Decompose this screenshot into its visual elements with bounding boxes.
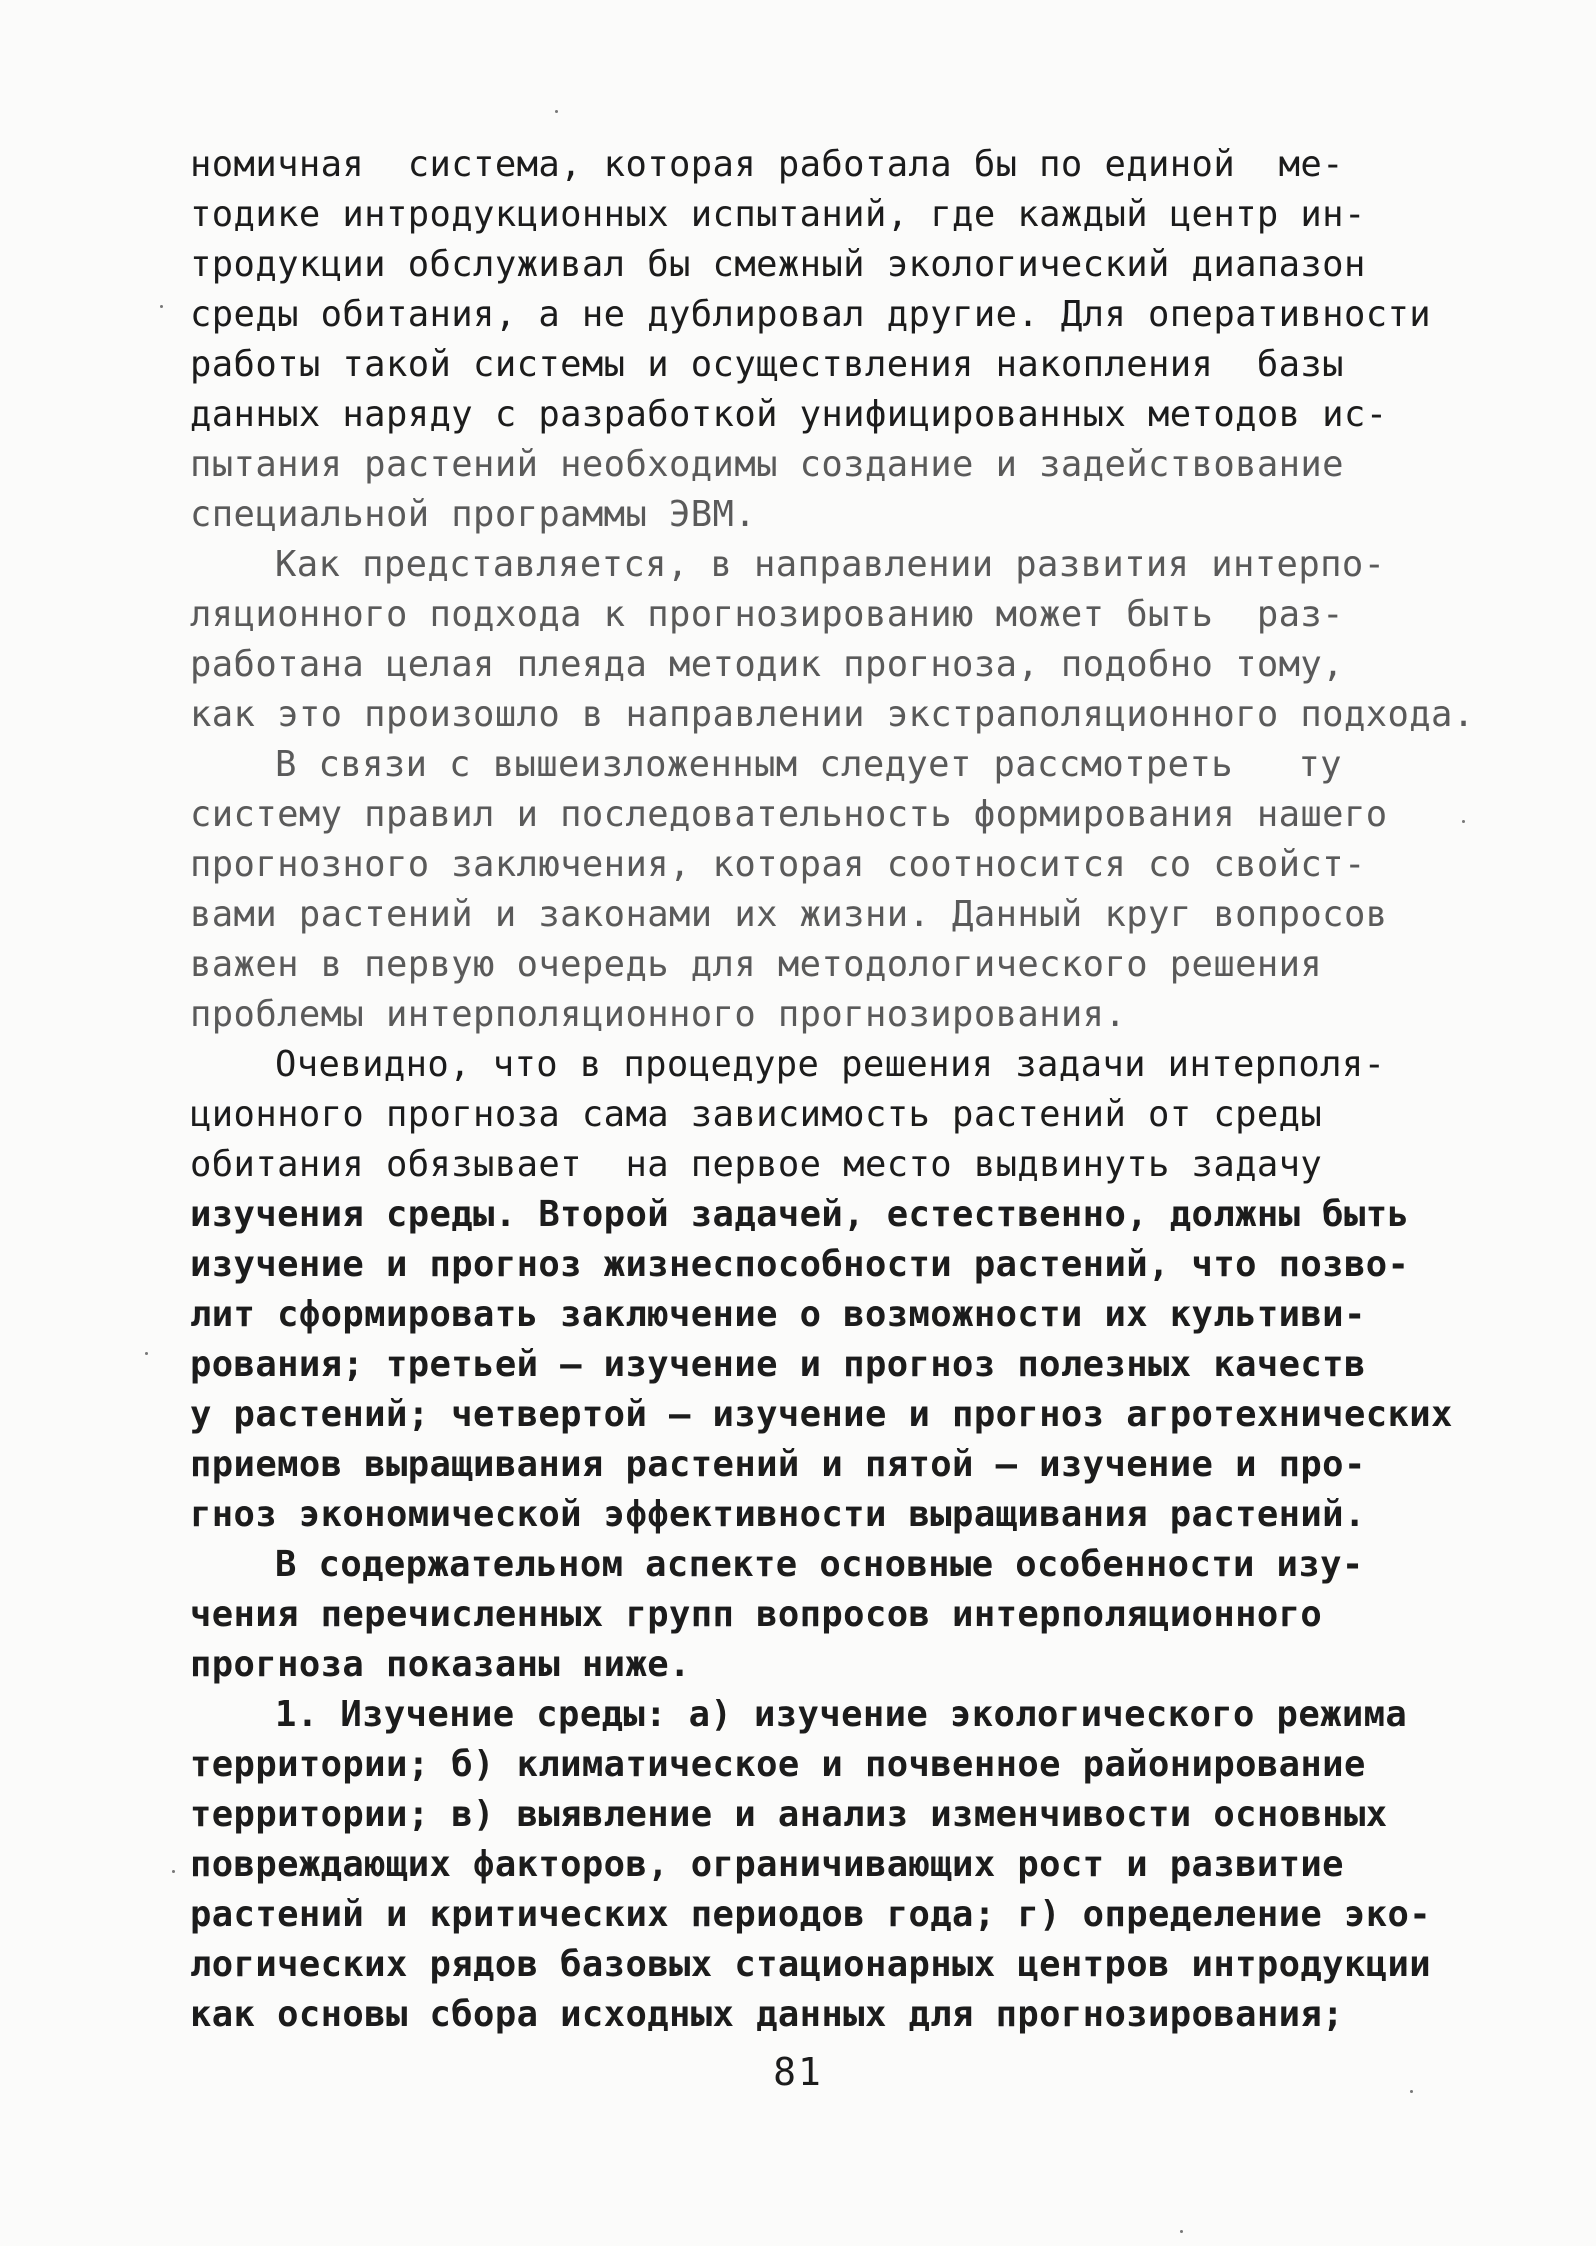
text-line: проблемы интерполяционного прогнозирования. xyxy=(190,994,1127,1035)
paragraph-first-line: В содержательном аспекте основные особенности изу- xyxy=(275,1544,1364,1585)
text-line: изучения среды. Второй задачей, естественно, должны быть xyxy=(190,1194,1410,1235)
text-line: ционного прогноза сама зависимость растений от среды xyxy=(190,1094,1323,1135)
page-number: 81 xyxy=(773,2050,823,2094)
text-line: пытания растений необходимы создание и задействование xyxy=(190,444,1344,485)
list-item-first-line: 1. Изучение среды: а) изучение экологического режима xyxy=(275,1694,1408,1735)
text-line: растений и критических периодов года; г) определение эко- xyxy=(190,1894,1432,1935)
text-line: данных наряду с разработкой унифицированных методов ис- xyxy=(190,394,1388,435)
paragraph-first-line: В связи с вышеизложенным следует рассмотреть ту xyxy=(275,744,1342,785)
text-line: среды обитания, а не дублировал другие. Для оперативности xyxy=(190,294,1432,335)
text-line: тродукции обслуживал бы смежный экологический диапазон xyxy=(190,244,1366,285)
text-line: тодике интродукционных испытаний, где каждый центр ин- xyxy=(190,194,1366,235)
text-line: номичная система, которая работала бы по единой ме- xyxy=(190,144,1344,185)
scan-speck xyxy=(145,1352,148,1355)
text-line: прогнозного заключения, которая соотносится со свойст- xyxy=(190,844,1366,885)
text-line: прогноза показаны ниже. xyxy=(190,1644,691,1685)
text-line: территории; в) выявление и анализ изменчивости основных xyxy=(190,1794,1388,1835)
scan-speck xyxy=(172,1870,175,1873)
text-line: работы такой системы и осуществления накопления базы xyxy=(190,344,1344,385)
text-line: лит сформировать заключение о возможности их культиви- xyxy=(190,1294,1366,1335)
text-line: работана целая плеяда методик прогноза, подобно тому, xyxy=(190,644,1344,685)
text-line: вами растений и законами их жизни. Данный круг вопросов xyxy=(190,894,1388,935)
text-line: важен в первую очередь для методологического решения xyxy=(190,944,1323,985)
text-line: логических рядов базовых стационарных центров интродукции xyxy=(190,1944,1432,1985)
text-line: у растений; четвертой – изучение и прогноз агротехнических xyxy=(190,1394,1453,1435)
text-line: изучение и прогноз жизнеспособности растений, что позво- xyxy=(190,1244,1410,1285)
text-line: как основы сбора исходных данных для прогнозирования; xyxy=(190,1994,1344,2035)
text-line: территории; б) климатическое и почвенное районирование xyxy=(190,1744,1366,1785)
paragraph-first-line: Как представляется, в направлении развития интерпо- xyxy=(275,544,1386,585)
text-line: гноз экономической эффективности выращивания растений. xyxy=(190,1494,1366,1535)
text-line: обитания обязывает на первое место выдвинуть задачу xyxy=(190,1144,1323,1185)
text-line: ляционного подхода к прогнозированию может быть раз- xyxy=(190,594,1344,635)
text-line: как это произошло в направлении экстраполяционного подхода. xyxy=(190,694,1475,735)
text-line: систему правил и последовательность формирования нашего xyxy=(190,794,1388,835)
paragraph-first-line: Очевидно, что в процедуре решения задачи интерполя- xyxy=(275,1044,1386,1085)
text-line: чения перечисленных групп вопросов интерполяционного xyxy=(190,1594,1323,1635)
scan-speck xyxy=(555,110,558,113)
text-line: рования; третьей – изучение и прогноз полезных качеств xyxy=(190,1344,1366,1385)
scan-speck xyxy=(1462,820,1465,823)
text-line: специальной программы ЭВМ. xyxy=(190,494,757,535)
text-line: повреждающих факторов, ограничивающих рост и развитие xyxy=(190,1844,1344,1885)
scan-speck xyxy=(1410,2090,1413,2093)
scan-speck xyxy=(160,305,163,308)
scan-speck xyxy=(1180,2230,1183,2233)
text-line: приемов выращивания растений и пятой – изучение и про- xyxy=(190,1444,1366,1485)
body-text xyxy=(190,140,1530,2040)
